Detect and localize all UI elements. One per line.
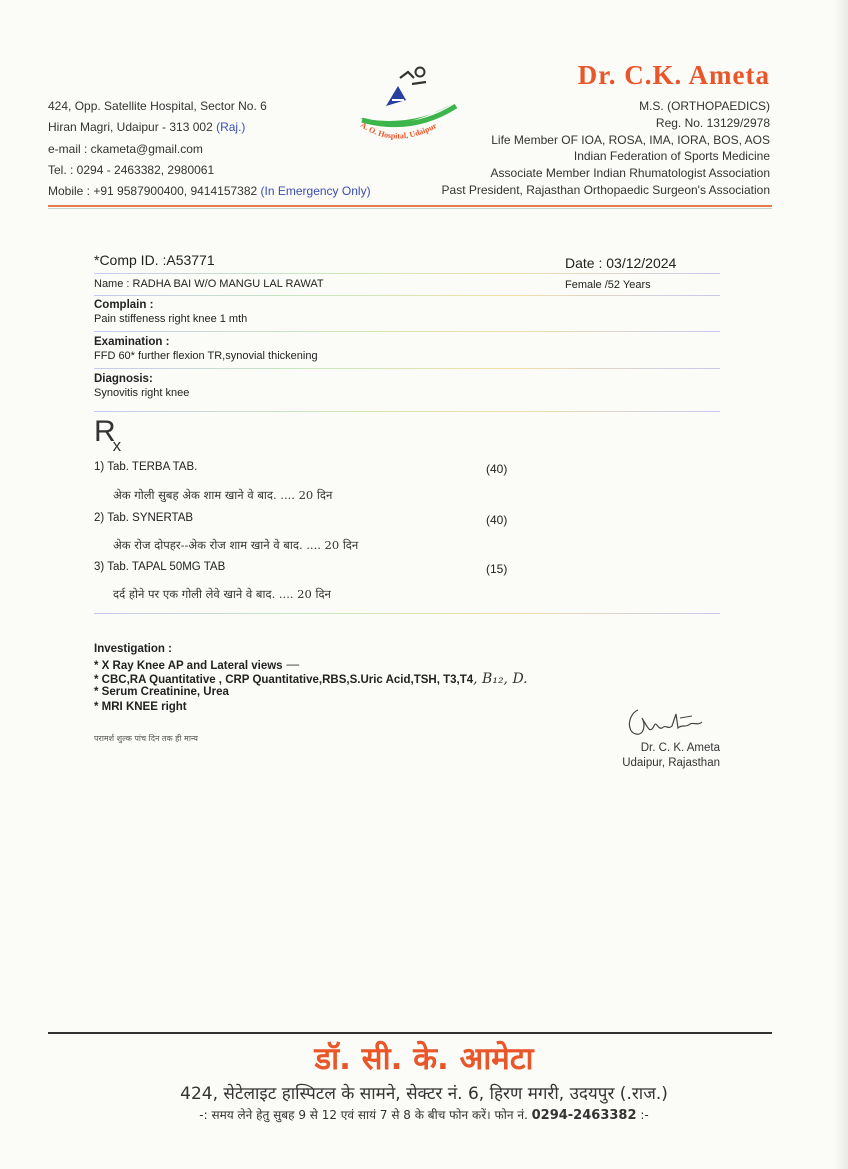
section-text: Synovitis right knee	[94, 387, 190, 399]
clinic-address-block	[48, 96, 371, 202]
divider	[94, 295, 720, 296]
medicine-line: 3) Tab. TAPAL 50MG TAB	[94, 561, 226, 573]
footer-phone: 0294-2463382	[531, 1108, 637, 1123]
logo-text: A. O. Hospital, Udaipur	[358, 120, 439, 141]
investigation-item: * CBC,RA Quantitative , CRP Quantitative,RBS,S.Uric Acid,TSH, T3,T4, B₁₂, D.	[94, 671, 528, 687]
medicine-line: 2) Tab. SYNERTAB	[94, 512, 194, 524]
divider	[94, 331, 720, 332]
telephone-line: Tel. : 0294 - 2463382, 2980061	[48, 162, 215, 177]
fee-note: परामर्श शुल्क पांच दिन तक ही मान्य	[94, 734, 198, 743]
signature-name: Dr. C. K. Ameta	[640, 742, 720, 754]
address-line: 424, Opp. Satellite Hospital, Sector No. 6	[48, 99, 267, 113]
section-heading: Diagnosis:	[94, 373, 153, 385]
header-divider	[48, 205, 772, 207]
divider	[94, 411, 720, 412]
rx-symbol: $R_x$	[94, 415, 122, 455]
credential-line: Reg. No. 13129/2978	[655, 115, 770, 130]
investigation-item: * Serum Creatinine, Urea	[94, 686, 229, 698]
patient-gender-age: Female /52 Years	[565, 279, 651, 291]
footer-timing: -: समय लेने हेतु सुबह 9 से 12 एवं सायं 7 से 8 के बीच फोन करें। फोन नं. 0294-2463382 :-	[199, 1108, 649, 1123]
divider	[94, 613, 720, 614]
footer-hindi-address: 424, सेटेलाइट हास्पिटल के सामने, सेक्टर नं. 6, हिरण मगरी, उदयपुर (.राज.)	[180, 1084, 668, 1104]
doctor-signature	[620, 704, 720, 742]
address-line: Hiran Magri, Udaipur - 313 002 (Raj.)	[48, 120, 246, 135]
medicine-quantity: (40)	[486, 513, 508, 527]
credential-line: Life Member OF IOA, ROSA, IMA, IORA, BOS, AOS	[491, 132, 770, 147]
email-line: e-mail : ckameta@gmail.com	[48, 141, 203, 156]
complain-section	[94, 299, 247, 325]
page-edge-shadow	[834, 0, 848, 1169]
medicine-instruction: दर्द होने पर एक गोली लेवे खाने वे बाद. .... 20 दिन	[113, 587, 331, 601]
section-heading: Examination :	[94, 336, 170, 348]
medicine-line: 1) Tab. TERBA TAB.	[94, 461, 198, 473]
comp-id: *Comp ID. :A53771	[94, 252, 215, 268]
medicine-instruction: अेक रोज दोपहर--अेक रोज शाम खाने वे बाद. .... 20 दिन	[113, 538, 359, 552]
divider	[94, 368, 720, 369]
credential-line: Associate Member Indian Rhumatologist Association	[490, 166, 770, 181]
signature-place: Udaipur, Rajasthan	[622, 757, 720, 769]
investigation-item: * X Ray Knee AP and Lateral views —	[94, 657, 300, 673]
medicine-quantity: (40)	[486, 462, 508, 476]
footer-divider	[48, 1032, 772, 1034]
mobile-line: Mobile : +91 9587900400, 9414157382 (In Emergency Only)	[48, 184, 371, 199]
investigation-heading: Investigation :	[94, 643, 172, 655]
patient-name: Name : RADHA BAI W/O MANGU LAL RAWAT	[94, 278, 324, 290]
examination-section	[94, 336, 318, 362]
medicine-instruction: अेक गोली सुबह अेक शाम खाने वे बाद. .... 20 दिन	[113, 488, 333, 502]
diagnosis-section	[94, 373, 189, 399]
handwritten-note: , B₁₂, D.	[473, 671, 528, 687]
investigation-item: * MRI KNEE right	[94, 701, 187, 713]
signature-block	[622, 741, 720, 771]
prescription-date: Date : 03/12/2024	[565, 255, 677, 271]
credential-line: M.S. (ORTHOPAEDICS)	[639, 99, 770, 113]
medicine-quantity: (15)	[486, 562, 508, 576]
credentials-block	[442, 98, 770, 199]
credential-line: Past President, Rajasthan Orthopaedic Surgeon's Association	[441, 182, 770, 197]
footer-hindi-name: डॉ. सी. के. आमेटा	[314, 1041, 534, 1077]
divider	[94, 273, 720, 274]
section-heading: Complain :	[94, 299, 154, 311]
credential-line: Indian Federation of Sports Medicine	[573, 149, 770, 164]
handwritten-mark: —	[285, 657, 300, 673]
section-text: FFD 60* further flexion TR,synovial thickening	[94, 350, 318, 362]
header-divider-shadow	[48, 208, 772, 209]
doctor-name: Dr. C.K. Ameta	[577, 60, 770, 90]
section-text: Pain stiffeness right knee 1 mth	[94, 313, 248, 325]
